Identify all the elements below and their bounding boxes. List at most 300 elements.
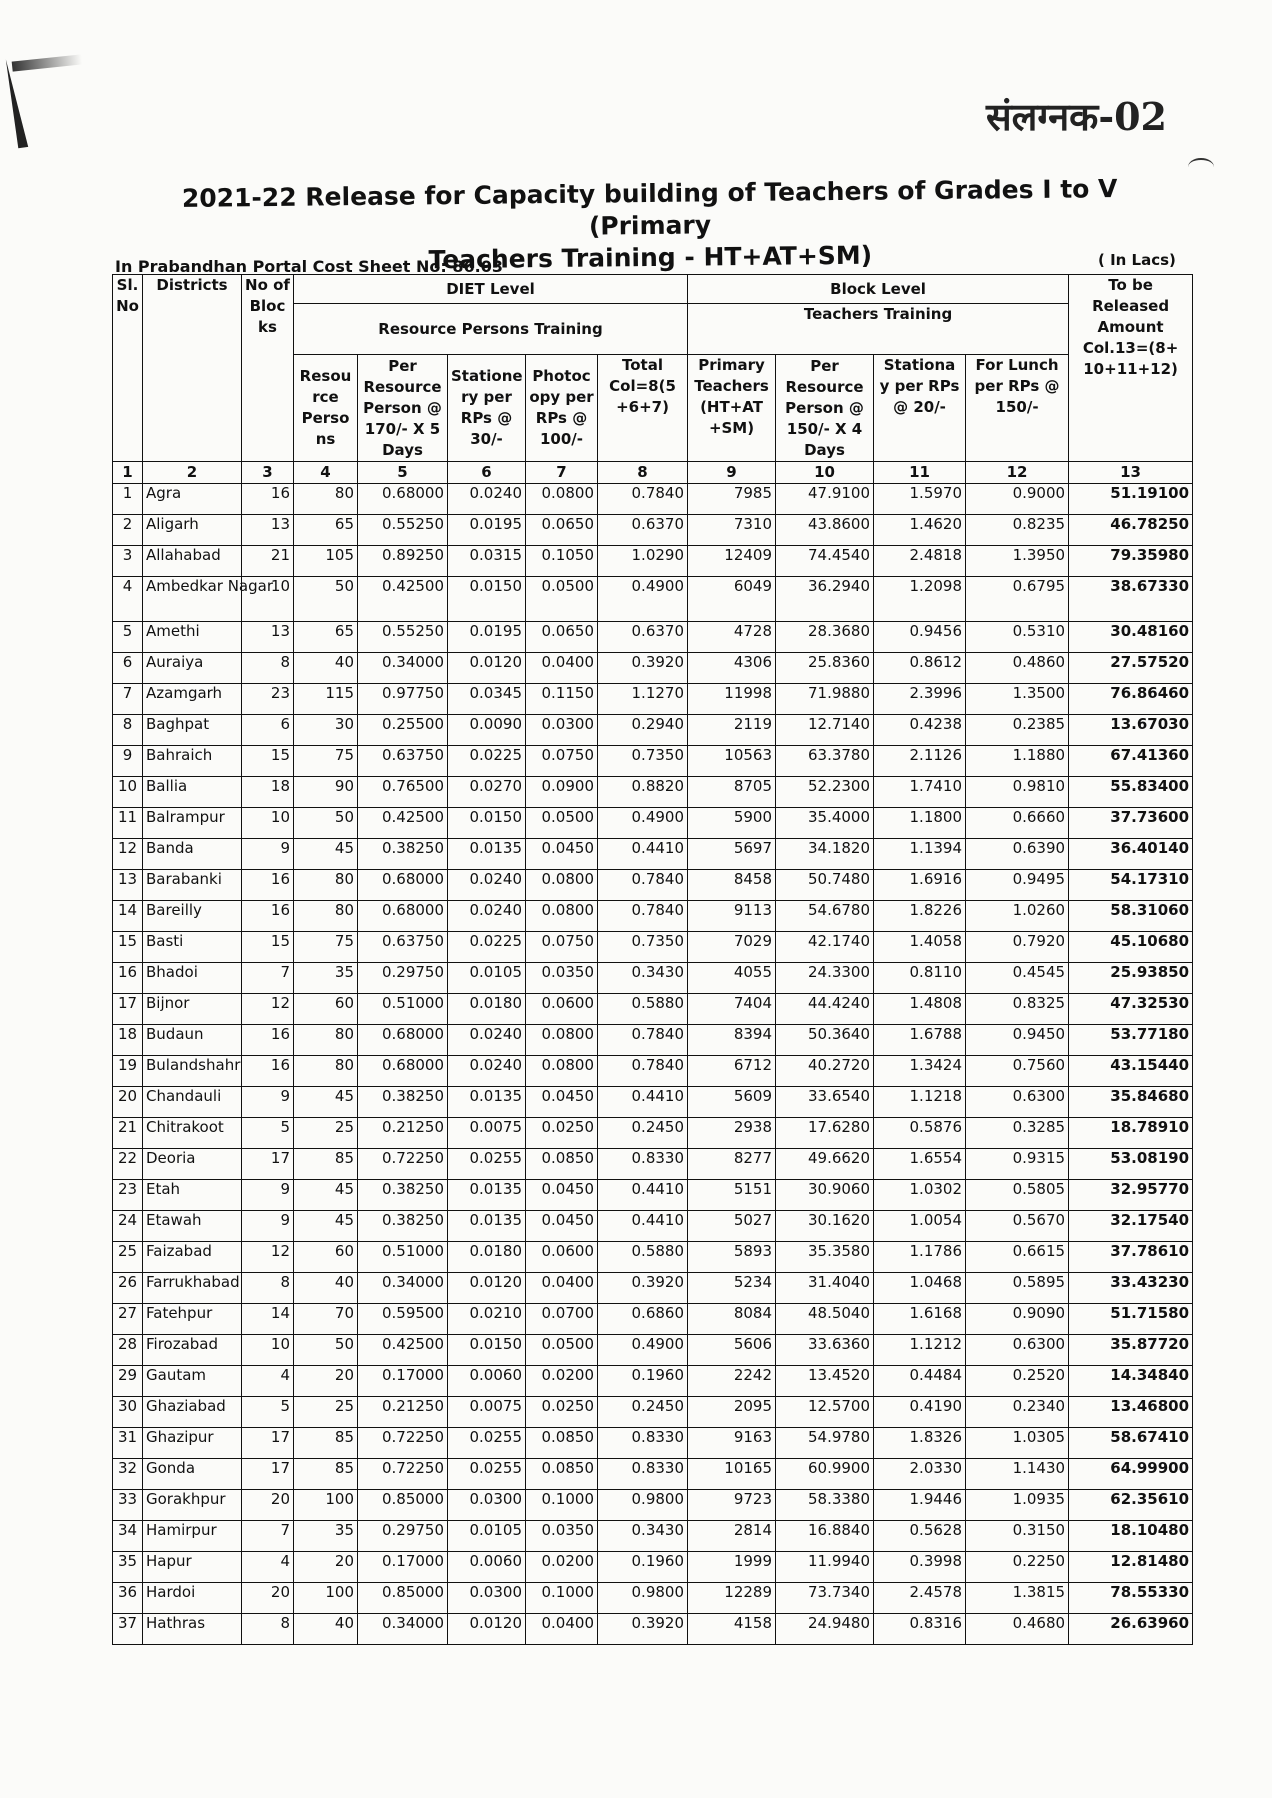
table-row (113, 1211, 1193, 1242)
row-resource-persons-cell: 65 (294, 515, 358, 546)
row-primary-teachers-cell: 2814 (688, 1521, 776, 1552)
row-total-col8-cell: 0.4410 (598, 1211, 688, 1242)
row-stationery-block-cell: 1.8226 (874, 901, 966, 932)
col-number: 11 (874, 462, 966, 484)
row-lunch-cell: 1.3500 (966, 684, 1069, 715)
row-lunch-cell: 0.9000 (966, 484, 1069, 515)
row-blocks-cell: 7 (242, 963, 294, 994)
row-total-col8-cell: 0.3430 (598, 963, 688, 994)
row-total-col8-cell: 0.4900 (598, 577, 688, 622)
row-per-resource-person-block-cell: 33.6540 (776, 1087, 874, 1118)
table-row (113, 1366, 1193, 1397)
row-stationery-block-cell: 1.7410 (874, 777, 966, 808)
row-sl-cell: 19 (113, 1056, 143, 1087)
row-primary-teachers-cell: 5234 (688, 1273, 776, 1304)
row-resource-persons-cell: 45 (294, 1211, 358, 1242)
row-stationery-diet-cell: 0.0180 (448, 994, 526, 1025)
row-per-resource-person-block-cell: 12.5700 (776, 1397, 874, 1428)
row-resource-persons-cell: 80 (294, 870, 358, 901)
row-stationery-diet-cell: 0.0105 (448, 963, 526, 994)
row-photocopy-cell: 0.0450 (526, 1087, 598, 1118)
row-sl-cell: 5 (113, 622, 143, 653)
row-blocks-cell: 18 (242, 777, 294, 808)
row-lunch-cell: 0.3150 (966, 1521, 1069, 1552)
row-per-resource-person-block-cell: 50.3640 (776, 1025, 874, 1056)
row-sl-cell: 23 (113, 1180, 143, 1211)
row-stationery-diet-cell: 0.0255 (448, 1149, 526, 1180)
row-per-resource-person-diet-cell: 0.34000 (358, 653, 448, 684)
row-primary-teachers-cell: 10563 (688, 746, 776, 777)
row-per-resource-person-block-cell: 50.7480 (776, 870, 874, 901)
row-release-amount-cell: 30.48160 (1069, 622, 1193, 653)
row-blocks-cell: 16 (242, 484, 294, 515)
row-resource-persons-cell: 80 (294, 1056, 358, 1087)
row-stationery-diet-cell: 0.0090 (448, 715, 526, 746)
row-per-resource-person-block-cell: 71.9880 (776, 684, 874, 715)
row-release-amount-cell: 13.46800 (1069, 1397, 1193, 1428)
row-sl-cell: 9 (113, 746, 143, 777)
row-resource-persons-cell: 25 (294, 1118, 358, 1149)
row-primary-teachers-cell: 6712 (688, 1056, 776, 1087)
row-stationery-diet-cell: 0.0135 (448, 1180, 526, 1211)
row-release-amount-cell: 53.08190 (1069, 1149, 1193, 1180)
row-release-amount-cell: 64.99900 (1069, 1459, 1193, 1490)
row-release-amount-cell: 27.57520 (1069, 653, 1193, 684)
row-district-cell: Baghpat (143, 715, 242, 746)
row-stationery-block-cell: 1.2098 (874, 577, 966, 622)
row-resource-persons-cell: 80 (294, 1025, 358, 1056)
row-sl-cell: 18 (113, 1025, 143, 1056)
row-per-resource-person-block-cell: 74.4540 (776, 546, 874, 577)
row-sl-cell: 15 (113, 932, 143, 963)
row-lunch-cell: 1.0305 (966, 1428, 1069, 1459)
row-sl-cell: 32 (113, 1459, 143, 1490)
row-lunch-cell: 0.7920 (966, 932, 1069, 963)
header-diet-level: DIET Level (294, 275, 688, 304)
row-photocopy-cell: 0.1000 (526, 1490, 598, 1521)
row-total-col8-cell: 0.6370 (598, 622, 688, 653)
row-release-amount-cell: 46.78250 (1069, 515, 1193, 546)
row-stationery-block-cell: 1.6916 (874, 870, 966, 901)
row-resource-persons-cell: 35 (294, 1521, 358, 1552)
table-row (113, 653, 1193, 684)
row-photocopy-cell: 0.0700 (526, 1304, 598, 1335)
row-per-resource-person-block-cell: 25.8360 (776, 653, 874, 684)
row-blocks-cell: 13 (242, 515, 294, 546)
row-lunch-cell: 0.4860 (966, 653, 1069, 684)
row-per-resource-person-diet-cell: 0.17000 (358, 1552, 448, 1583)
row-primary-teachers-cell: 7029 (688, 932, 776, 963)
row-district-cell: Barabanki (143, 870, 242, 901)
row-per-resource-person-diet-cell: 0.42500 (358, 808, 448, 839)
row-primary-teachers-cell: 9723 (688, 1490, 776, 1521)
row-per-resource-person-block-cell: 17.6280 (776, 1118, 874, 1149)
row-per-resource-person-block-cell: 42.1740 (776, 932, 874, 963)
row-primary-teachers-cell: 8705 (688, 777, 776, 808)
row-photocopy-cell: 0.0350 (526, 963, 598, 994)
table-row (113, 1056, 1193, 1087)
row-total-col8-cell: 0.7840 (598, 1056, 688, 1087)
row-stationery-block-cell: 1.1394 (874, 839, 966, 870)
row-release-amount-cell: 47.32530 (1069, 994, 1193, 1025)
table-row (113, 746, 1193, 777)
row-stationery-diet-cell: 0.0240 (448, 1056, 526, 1087)
row-primary-teachers-cell: 10165 (688, 1459, 776, 1490)
row-lunch-cell: 0.9810 (966, 777, 1069, 808)
row-blocks-cell: 10 (242, 577, 294, 622)
row-primary-teachers-cell: 7985 (688, 484, 776, 515)
col-number: 10 (776, 462, 874, 484)
row-release-amount-cell: 37.78610 (1069, 1242, 1193, 1273)
row-resource-persons-cell: 25 (294, 1397, 358, 1428)
table-row (113, 1335, 1193, 1366)
row-per-resource-person-block-cell: 43.8600 (776, 515, 874, 546)
row-per-resource-person-diet-cell: 0.29750 (358, 1521, 448, 1552)
row-release-amount-cell: 76.86460 (1069, 684, 1193, 715)
row-per-resource-person-block-cell: 40.2720 (776, 1056, 874, 1087)
row-per-resource-person-diet-cell: 0.34000 (358, 1614, 448, 1645)
row-release-amount-cell: 51.19100 (1069, 484, 1193, 515)
row-blocks-cell: 9 (242, 1087, 294, 1118)
row-blocks-cell: 23 (242, 684, 294, 715)
row-per-resource-person-diet-cell: 0.72250 (358, 1149, 448, 1180)
header-stationery-block: Stationa y per RPs @ 20/- (874, 355, 966, 462)
row-total-col8-cell: 0.3920 (598, 1273, 688, 1304)
table-row (113, 1459, 1193, 1490)
row-resource-persons-cell: 35 (294, 963, 358, 994)
row-per-resource-person-diet-cell: 0.38250 (358, 1211, 448, 1242)
row-per-resource-person-block-cell: 54.6780 (776, 901, 874, 932)
row-resource-persons-cell: 75 (294, 746, 358, 777)
row-total-col8-cell: 0.4410 (598, 1180, 688, 1211)
row-blocks-cell: 16 (242, 901, 294, 932)
row-resource-persons-cell: 85 (294, 1459, 358, 1490)
row-per-resource-person-block-cell: 44.4240 (776, 994, 874, 1025)
row-district-cell: Balrampur (143, 808, 242, 839)
row-blocks-cell: 17 (242, 1459, 294, 1490)
row-district-cell: Allahabad (143, 546, 242, 577)
row-lunch-cell: 0.2250 (966, 1552, 1069, 1583)
row-primary-teachers-cell: 2938 (688, 1118, 776, 1149)
row-stationery-block-cell: 1.0054 (874, 1211, 966, 1242)
row-lunch-cell: 1.1430 (966, 1459, 1069, 1490)
row-lunch-cell: 0.5670 (966, 1211, 1069, 1242)
row-per-resource-person-diet-cell: 0.63750 (358, 932, 448, 963)
row-stationery-block-cell: 1.6554 (874, 1149, 966, 1180)
row-resource-persons-cell: 40 (294, 653, 358, 684)
row-per-resource-person-block-cell: 34.1820 (776, 839, 874, 870)
row-release-amount-cell: 36.40140 (1069, 839, 1193, 870)
row-stationery-block-cell: 0.8316 (874, 1614, 966, 1645)
row-per-resource-person-diet-cell: 0.38250 (358, 839, 448, 870)
row-resource-persons-cell: 50 (294, 808, 358, 839)
row-per-resource-person-diet-cell: 0.72250 (358, 1428, 448, 1459)
row-per-resource-person-block-cell: 54.9780 (776, 1428, 874, 1459)
row-sl-cell: 29 (113, 1366, 143, 1397)
row-photocopy-cell: 0.0650 (526, 622, 598, 653)
row-sl-cell: 7 (113, 684, 143, 715)
row-photocopy-cell: 0.0750 (526, 746, 598, 777)
row-resource-persons-cell: 80 (294, 484, 358, 515)
row-total-col8-cell: 0.2450 (598, 1118, 688, 1149)
header-per-resource-person-diet: Per Resource Person @ 170/- X 5 Days (358, 355, 448, 462)
row-per-resource-person-diet-cell: 0.42500 (358, 577, 448, 622)
row-district-cell: Fatehpur (143, 1304, 242, 1335)
row-blocks-cell: 10 (242, 808, 294, 839)
row-total-col8-cell: 0.8330 (598, 1428, 688, 1459)
row-release-amount-cell: 18.10480 (1069, 1521, 1193, 1552)
row-stationery-block-cell: 1.3424 (874, 1056, 966, 1087)
header-resource-persons: Resou rce Perso ns (294, 355, 358, 462)
row-resource-persons-cell: 50 (294, 577, 358, 622)
row-district-cell: Etah (143, 1180, 242, 1211)
row-primary-teachers-cell: 5893 (688, 1242, 776, 1273)
row-per-resource-person-block-cell: 35.4000 (776, 808, 874, 839)
row-total-col8-cell: 1.0290 (598, 546, 688, 577)
row-blocks-cell: 14 (242, 1304, 294, 1335)
row-district-cell: Faizabad (143, 1242, 242, 1273)
row-stationery-diet-cell: 0.0300 (448, 1490, 526, 1521)
column-number-row (113, 462, 1193, 484)
row-stationery-block-cell: 0.4238 (874, 715, 966, 746)
release-table (112, 274, 1193, 1645)
scan-edge-shadow (12, 54, 83, 71)
row-release-amount-cell: 12.81480 (1069, 1552, 1193, 1583)
header-sl: Sl. No (113, 275, 143, 462)
row-primary-teachers-cell: 7310 (688, 515, 776, 546)
row-primary-teachers-cell: 8458 (688, 870, 776, 901)
row-per-resource-person-block-cell: 12.7140 (776, 715, 874, 746)
table-row (113, 1490, 1193, 1521)
row-district-cell: Chandauli (143, 1087, 242, 1118)
row-lunch-cell: 0.6300 (966, 1087, 1069, 1118)
table-row (113, 1273, 1193, 1304)
row-release-amount-cell: 35.84680 (1069, 1087, 1193, 1118)
row-lunch-cell: 0.6390 (966, 839, 1069, 870)
row-sl-cell: 30 (113, 1397, 143, 1428)
row-resource-persons-cell: 75 (294, 932, 358, 963)
row-total-col8-cell: 0.8330 (598, 1459, 688, 1490)
row-total-col8-cell: 0.3920 (598, 1614, 688, 1645)
row-total-col8-cell: 0.5880 (598, 994, 688, 1025)
row-primary-teachers-cell: 4055 (688, 963, 776, 994)
row-release-amount-cell: 79.35980 (1069, 546, 1193, 577)
row-stationery-block-cell: 1.1800 (874, 808, 966, 839)
row-photocopy-cell: 0.0200 (526, 1552, 598, 1583)
row-resource-persons-cell: 50 (294, 1335, 358, 1366)
table-row (113, 1304, 1193, 1335)
row-stationery-diet-cell: 0.0150 (448, 808, 526, 839)
col-number: 8 (598, 462, 688, 484)
row-release-amount-cell: 53.77180 (1069, 1025, 1193, 1056)
row-sl-cell: 10 (113, 777, 143, 808)
row-stationery-block-cell: 2.0330 (874, 1459, 966, 1490)
row-per-resource-person-block-cell: 16.8840 (776, 1521, 874, 1552)
row-per-resource-person-diet-cell: 0.63750 (358, 746, 448, 777)
row-lunch-cell: 0.2385 (966, 715, 1069, 746)
row-photocopy-cell: 0.0400 (526, 653, 598, 684)
row-per-resource-person-diet-cell: 0.25500 (358, 715, 448, 746)
row-primary-teachers-cell: 5697 (688, 839, 776, 870)
row-photocopy-cell: 0.0600 (526, 1242, 598, 1273)
row-per-resource-person-block-cell: 28.3680 (776, 622, 874, 653)
table-row (113, 1149, 1193, 1180)
row-blocks-cell: 9 (242, 1180, 294, 1211)
row-per-resource-person-diet-cell: 0.59500 (358, 1304, 448, 1335)
row-stationery-block-cell: 1.1212 (874, 1335, 966, 1366)
row-stationery-diet-cell: 0.0060 (448, 1552, 526, 1583)
row-stationery-block-cell: 0.5628 (874, 1521, 966, 1552)
row-stationery-diet-cell: 0.0135 (448, 839, 526, 870)
row-blocks-cell: 12 (242, 1242, 294, 1273)
table-header (113, 275, 1193, 484)
row-per-resource-person-diet-cell: 0.42500 (358, 1335, 448, 1366)
row-stationery-diet-cell: 0.0135 (448, 1211, 526, 1242)
row-resource-persons-cell: 65 (294, 622, 358, 653)
row-per-resource-person-block-cell: 36.2940 (776, 577, 874, 622)
row-photocopy-cell: 0.1000 (526, 1583, 598, 1614)
row-lunch-cell: 0.9090 (966, 1304, 1069, 1335)
row-photocopy-cell: 0.0200 (526, 1366, 598, 1397)
row-sl-cell: 12 (113, 839, 143, 870)
row-district-cell: Deoria (143, 1149, 242, 1180)
title-line-2: Teachers Training - HT+AT+SM) (428, 240, 873, 275)
row-stationery-block-cell: 1.8326 (874, 1428, 966, 1459)
row-district-cell: Bahraich (143, 746, 242, 777)
row-total-col8-cell: 0.9800 (598, 1583, 688, 1614)
row-release-amount-cell: 25.93850 (1069, 963, 1193, 994)
row-per-resource-person-block-cell: 24.9480 (776, 1614, 874, 1645)
table-body (113, 484, 1193, 1645)
row-total-col8-cell: 0.5880 (598, 1242, 688, 1273)
row-per-resource-person-diet-cell: 0.85000 (358, 1583, 448, 1614)
table-row (113, 839, 1193, 870)
portal-cost-sheet-note: In Prabandhan Portal Cost Sheet No: 86.03 (115, 257, 503, 276)
row-sl-cell: 33 (113, 1490, 143, 1521)
row-per-resource-person-diet-cell: 0.97750 (358, 684, 448, 715)
row-lunch-cell: 0.6795 (966, 577, 1069, 622)
row-sl-cell: 31 (113, 1428, 143, 1459)
row-sl-cell: 1 (113, 484, 143, 515)
row-primary-teachers-cell: 2095 (688, 1397, 776, 1428)
row-resource-persons-cell: 115 (294, 684, 358, 715)
header-stationery-diet: Statione ry per RPs @ 30/- (448, 355, 526, 462)
row-total-col8-cell: 0.2450 (598, 1397, 688, 1428)
row-blocks-cell: 15 (242, 746, 294, 777)
row-stationery-block-cell: 1.5970 (874, 484, 966, 515)
row-resource-persons-cell: 105 (294, 546, 358, 577)
row-stationery-diet-cell: 0.0150 (448, 1335, 526, 1366)
row-primary-teachers-cell: 2119 (688, 715, 776, 746)
row-primary-teachers-cell: 9163 (688, 1428, 776, 1459)
table-row (113, 577, 1193, 622)
row-sl-cell: 17 (113, 994, 143, 1025)
table-row (113, 546, 1193, 577)
row-photocopy-cell: 0.0400 (526, 1614, 598, 1645)
col-number: 3 (242, 462, 294, 484)
row-district-cell: Bulandshahr (143, 1056, 242, 1087)
row-stationery-block-cell: 2.4818 (874, 546, 966, 577)
row-per-resource-person-block-cell: 30.9060 (776, 1180, 874, 1211)
header-resource-persons-training: Resource Persons Training (294, 304, 688, 355)
row-blocks-cell: 6 (242, 715, 294, 746)
row-stationery-diet-cell: 0.0060 (448, 1366, 526, 1397)
row-primary-teachers-cell: 4158 (688, 1614, 776, 1645)
row-release-amount-cell: 54.17310 (1069, 870, 1193, 901)
row-sl-cell: 26 (113, 1273, 143, 1304)
row-blocks-cell: 10 (242, 1335, 294, 1366)
row-sl-cell: 6 (113, 653, 143, 684)
row-photocopy-cell: 0.0800 (526, 901, 598, 932)
row-lunch-cell: 0.9450 (966, 1025, 1069, 1056)
row-photocopy-cell: 0.0900 (526, 777, 598, 808)
row-release-amount-cell: 37.73600 (1069, 808, 1193, 839)
row-per-resource-person-diet-cell: 0.68000 (358, 484, 448, 515)
row-stationery-diet-cell: 0.0270 (448, 777, 526, 808)
row-per-resource-person-block-cell: 60.9900 (776, 1459, 874, 1490)
row-release-amount-cell: 62.35610 (1069, 1490, 1193, 1521)
row-release-amount-cell: 58.31060 (1069, 901, 1193, 932)
row-primary-teachers-cell: 5609 (688, 1087, 776, 1118)
row-release-amount-cell: 78.55330 (1069, 1583, 1193, 1614)
row-resource-persons-cell: 60 (294, 1242, 358, 1273)
row-total-col8-cell: 0.8820 (598, 777, 688, 808)
row-blocks-cell: 20 (242, 1583, 294, 1614)
row-release-amount-cell: 58.67410 (1069, 1428, 1193, 1459)
table-row (113, 1521, 1193, 1552)
row-per-resource-person-diet-cell: 0.21250 (358, 1118, 448, 1149)
row-photocopy-cell: 0.0850 (526, 1428, 598, 1459)
row-stationery-diet-cell: 0.0195 (448, 622, 526, 653)
row-total-col8-cell: 0.3920 (598, 653, 688, 684)
row-district-cell: Gautam (143, 1366, 242, 1397)
row-district-cell: Agra (143, 484, 242, 515)
row-total-col8-cell: 0.7350 (598, 932, 688, 963)
row-lunch-cell: 0.2520 (966, 1366, 1069, 1397)
row-stationery-diet-cell: 0.0240 (448, 484, 526, 515)
row-photocopy-cell: 0.0500 (526, 1335, 598, 1366)
row-per-resource-person-diet-cell: 0.21250 (358, 1397, 448, 1428)
row-primary-teachers-cell: 12409 (688, 546, 776, 577)
row-primary-teachers-cell: 7404 (688, 994, 776, 1025)
row-per-resource-person-block-cell: 24.3300 (776, 963, 874, 994)
row-photocopy-cell: 0.0400 (526, 1273, 598, 1304)
row-blocks-cell: 9 (242, 839, 294, 870)
row-sl-cell: 11 (113, 808, 143, 839)
row-per-resource-person-diet-cell: 0.68000 (358, 870, 448, 901)
row-total-col8-cell: 0.7840 (598, 484, 688, 515)
row-lunch-cell: 0.4680 (966, 1614, 1069, 1645)
row-release-amount-cell: 67.41360 (1069, 746, 1193, 777)
row-per-resource-person-block-cell: 73.7340 (776, 1583, 874, 1614)
row-stationery-diet-cell: 0.0135 (448, 1087, 526, 1118)
row-district-cell: Ghaziabad (143, 1397, 242, 1428)
row-blocks-cell: 7 (242, 1521, 294, 1552)
row-stationery-diet-cell: 0.0195 (448, 515, 526, 546)
row-release-amount-cell: 33.43230 (1069, 1273, 1193, 1304)
row-blocks-cell: 8 (242, 1614, 294, 1645)
row-sl-cell: 22 (113, 1149, 143, 1180)
row-primary-teachers-cell: 1999 (688, 1552, 776, 1583)
row-stationery-block-cell: 1.4808 (874, 994, 966, 1025)
row-photocopy-cell: 0.0250 (526, 1118, 598, 1149)
row-sl-cell: 20 (113, 1087, 143, 1118)
row-stationery-diet-cell: 0.0315 (448, 546, 526, 577)
row-total-col8-cell: 0.4900 (598, 1335, 688, 1366)
row-total-col8-cell: 0.1960 (598, 1366, 688, 1397)
row-district-cell: Bareilly (143, 901, 242, 932)
row-resource-persons-cell: 40 (294, 1614, 358, 1645)
